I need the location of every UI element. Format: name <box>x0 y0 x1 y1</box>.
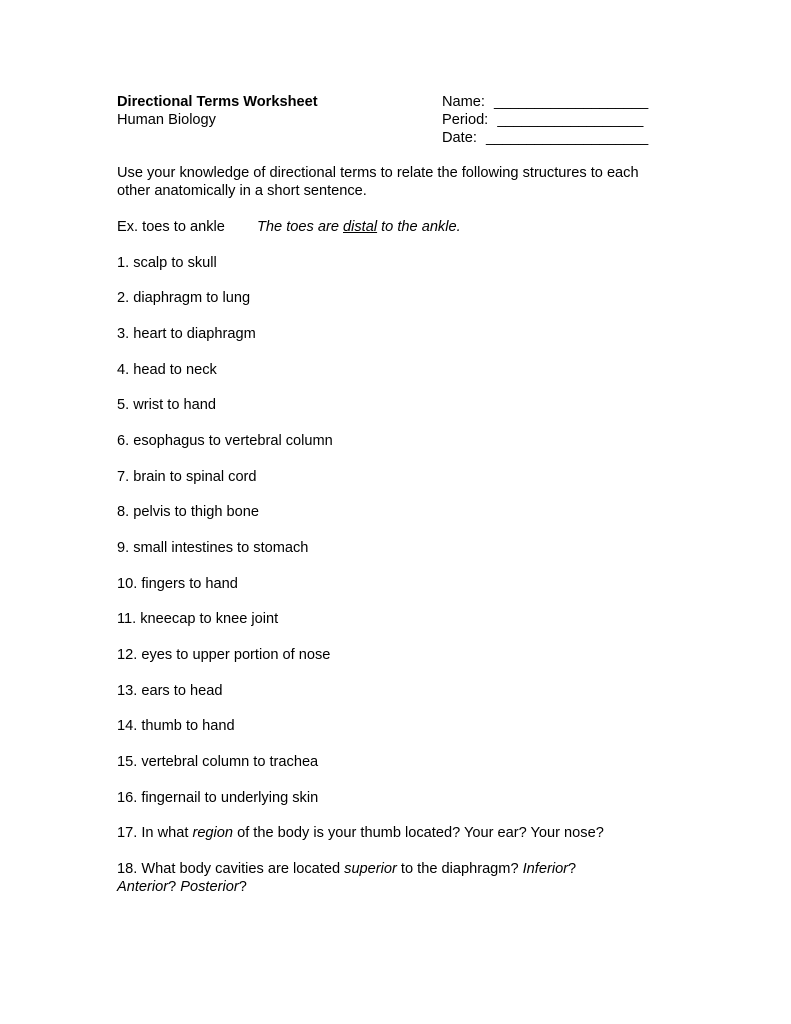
q18-term-posterior: Posterior <box>180 879 239 895</box>
question-7: 7. brain to spinal cord <box>117 469 257 485</box>
example-answer-before: The toes are <box>257 219 343 235</box>
q18-term-anterior: Anterior <box>117 879 169 895</box>
q17-term: region <box>192 825 234 841</box>
q18-term-superior: superior <box>344 861 397 877</box>
question-4: 4. head to neck <box>117 362 217 378</box>
q17-after: of the body is your thumb located? Your ear? Your nose? <box>233 825 604 841</box>
question-12: 12. eyes to upper portion of nose <box>117 647 331 663</box>
q18-term-inferior: Inferior <box>522 861 569 877</box>
q18-middle: to the diaphragm? <box>396 861 523 877</box>
question-18-line-1 <box>117 860 576 878</box>
name-blank[interactable]: ___________________ <box>494 94 649 110</box>
question-1: 1. scalp to skull <box>117 255 217 271</box>
date-field[interactable] <box>442 129 648 147</box>
instructions-line-2: other anatomically in a short sentence. <box>117 183 367 199</box>
example-answer <box>257 218 461 236</box>
question-14: 14. thumb to hand <box>117 718 235 734</box>
question-17 <box>117 824 604 842</box>
name-field[interactable] <box>442 93 648 111</box>
period-label: Period: <box>442 112 489 128</box>
instructions-line-1: Use your knowledge of directional terms to relate the following structures to each <box>117 165 639 181</box>
worksheet-title: Directional Terms Worksheet <box>117 94 318 110</box>
question-6: 6. esophagus to vertebral column <box>117 433 333 449</box>
q18-end1: ? <box>568 861 577 877</box>
question-9: 9. small intestines to stomach <box>117 540 309 556</box>
question-2: 2. diaphragm to lung <box>117 290 251 306</box>
question-16: 16. fingernail to underlying skin <box>117 790 319 806</box>
q17-before: 17. In what <box>117 825 193 841</box>
example-answer-term: distal <box>343 219 378 235</box>
question-11: 11. kneecap to knee joint <box>117 611 279 627</box>
question-3: 3. heart to diaphragm <box>117 326 256 342</box>
period-blank[interactable]: __________________ <box>497 112 644 128</box>
question-8: 8. pelvis to thigh bone <box>117 504 259 520</box>
q18-before: 18. What body cavities are located <box>117 861 345 877</box>
example-answer-after: to the ankle. <box>377 219 461 235</box>
date-label: Date: <box>442 130 477 146</box>
q18-end2: ? <box>238 879 247 895</box>
course-subtitle: Human Biology <box>117 112 216 128</box>
question-13: 13. ears to head <box>117 683 223 699</box>
question-18-line-2 <box>117 878 247 896</box>
q18-sep: ? <box>168 879 181 895</box>
period-field[interactable] <box>442 111 643 129</box>
name-label: Name: <box>442 94 485 110</box>
question-10: 10. fingers to hand <box>117 576 238 592</box>
example-prompt: Ex. toes to ankle <box>117 219 225 235</box>
date-blank[interactable]: ____________________ <box>485 130 649 146</box>
question-5: 5. wrist to hand <box>117 397 216 413</box>
question-15: 15. vertebral column to trachea <box>117 754 319 770</box>
